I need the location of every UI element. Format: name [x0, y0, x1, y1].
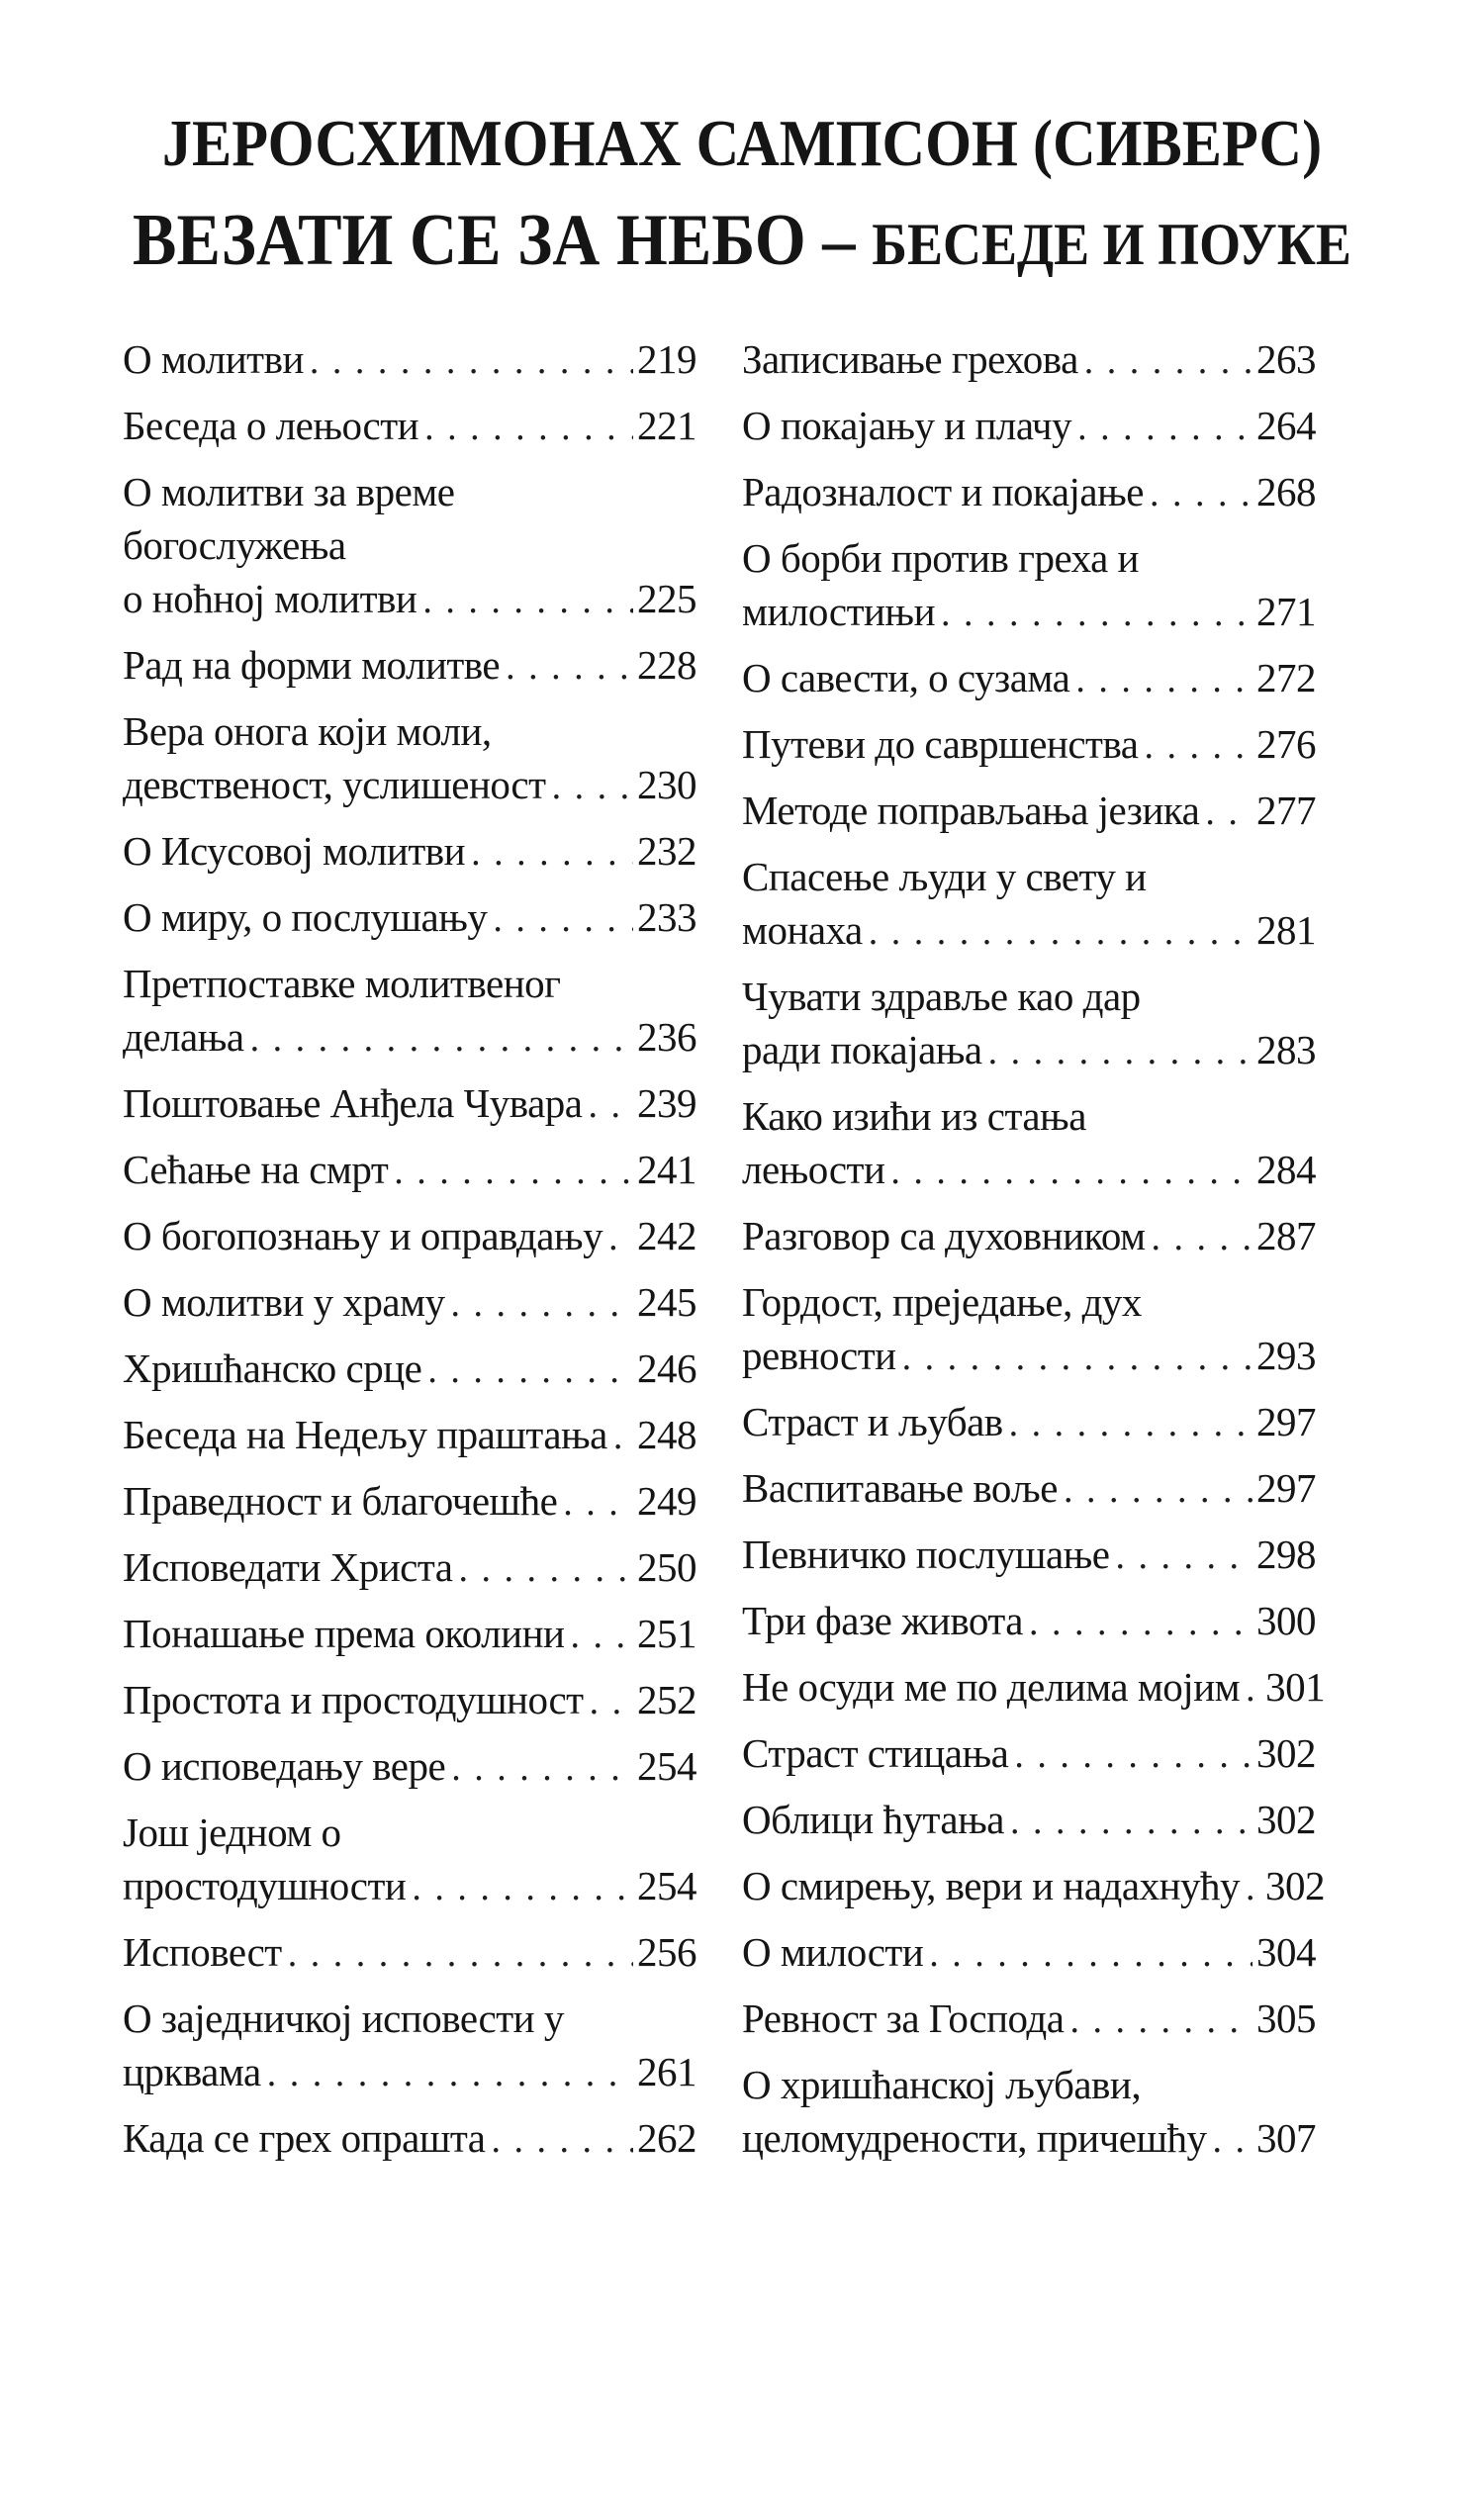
toc-entry-title: Понашање према околини — [123, 1611, 565, 1656]
toc-page — [0, 107, 1484, 2506]
leader-dots — [869, 903, 1252, 959]
toc-page-number: 281 — [1256, 907, 1316, 953]
toc-entry-line — [742, 1925, 1316, 1981]
toc-page-number: 254 — [637, 1863, 696, 1908]
toc-entry-title: О миру, о послушању — [123, 894, 488, 940]
toc-page-number: 283 — [1256, 1027, 1316, 1072]
leader-dots — [1077, 399, 1252, 454]
toc-entry-line — [123, 2045, 696, 2100]
toc-entry-line — [742, 1329, 1316, 1384]
toc-page-number: 268 — [1256, 469, 1316, 514]
toc-entry — [123, 890, 696, 946]
toc-entry-line — [123, 1806, 696, 1859]
toc-entry — [742, 1859, 1326, 1914]
toc-page-number: 297 — [1256, 1465, 1316, 1511]
toc-entry — [742, 2058, 1316, 2167]
leader-dots — [588, 1076, 633, 1132]
toc-entry-line — [123, 1076, 696, 1132]
toc-entry-line — [123, 1010, 696, 1066]
toc-entry-line — [742, 1528, 1316, 1583]
toc-entry-title: Гордост, преједање, дух — [742, 1279, 1142, 1325]
toc-page-number: 242 — [637, 1213, 696, 1258]
toc-page-number: 287 — [1256, 1213, 1316, 1258]
toc-page-number: 248 — [637, 1412, 696, 1457]
leader-dots — [1029, 1594, 1252, 1649]
leader-dots — [471, 824, 633, 880]
toc-page-number: 233 — [637, 894, 696, 940]
toc-page-number: 307 — [1256, 2115, 1316, 2161]
leader-dots — [1205, 784, 1252, 839]
toc-entry-title: О молитви — [123, 336, 304, 382]
toc-entry-title: о ноћној молитви — [123, 576, 417, 621]
toc-entry-title: О борби против греха и — [742, 535, 1139, 581]
toc-page-number: 250 — [637, 1544, 696, 1590]
leader-dots — [941, 585, 1252, 640]
toc-entry — [742, 399, 1316, 454]
toc-entry-line — [742, 784, 1316, 839]
toc-entry — [742, 1594, 1316, 1649]
toc-entry-title: простодушности — [123, 1863, 407, 1908]
toc-entry-line — [742, 1209, 1316, 1264]
toc-entry — [123, 1992, 696, 2100]
toc-entry-line — [123, 704, 696, 758]
toc-page-number: 239 — [637, 1080, 696, 1126]
toc-entry — [123, 2111, 696, 2167]
toc-entry-line — [123, 1474, 696, 1530]
toc-page-number: 284 — [1256, 1147, 1316, 1192]
toc-entry — [123, 465, 696, 627]
toc-entry-title: Страст стицања — [742, 1730, 1009, 1776]
toc-entry-title: Ревност за Господа — [742, 1996, 1065, 2041]
toc-page-number: 304 — [1256, 1929, 1316, 1975]
leader-dots — [506, 638, 633, 694]
toc-entry — [742, 1793, 1316, 1848]
toc-entry — [742, 651, 1316, 706]
leader-dots — [570, 1607, 633, 1662]
leader-dots — [902, 1329, 1252, 1384]
toc-entry — [123, 1076, 696, 1132]
toc-entry-title: Певничко послушање — [742, 1531, 1110, 1577]
toc-entry — [742, 717, 1316, 773]
toc-entry — [742, 1726, 1316, 1782]
toc-page-number: 261 — [637, 2049, 696, 2094]
toc-page-number: 276 — [1256, 721, 1316, 767]
leader-dots — [459, 1540, 634, 1596]
toc-entry — [123, 1342, 696, 1397]
leader-dots — [1075, 651, 1252, 706]
toc-columns — [123, 332, 1484, 2178]
toc-entry — [123, 1607, 696, 1662]
toc-entry-title: О Исусовој молитви — [123, 828, 466, 874]
toc-page-number: 297 — [1256, 1399, 1316, 1444]
toc-page-number: 264 — [1256, 403, 1316, 448]
toc-entry — [742, 1925, 1316, 1981]
toc-entry — [123, 1739, 696, 1795]
toc-entry-title: Беседа о лењости — [123, 403, 419, 448]
toc-entry-line — [123, 399, 696, 454]
toc-entry-title: Исповедати Христа — [123, 1544, 453, 1590]
leader-dots — [412, 1859, 633, 1914]
leader-dots — [1150, 465, 1252, 520]
toc-entry-line — [742, 585, 1316, 640]
toc-entry-title: Три фазе живота — [742, 1598, 1024, 1643]
toc-entry-line — [742, 2111, 1316, 2167]
toc-entry-line — [742, 1461, 1316, 1517]
toc-entry-line — [742, 1089, 1316, 1143]
toc-entry — [742, 784, 1316, 839]
toc-page-number: 262 — [637, 2115, 696, 2161]
toc-entry-line — [123, 1209, 696, 1264]
toc-entry — [123, 1806, 696, 1914]
toc-entry-line — [123, 1607, 696, 1662]
leader-dots — [424, 399, 633, 454]
toc-entry — [742, 1660, 1326, 1716]
toc-entry — [742, 531, 1316, 640]
toc-page-number: 298 — [1256, 1531, 1316, 1577]
toc-entry-title: Још једном о — [123, 1810, 341, 1855]
toc-entry — [123, 1925, 696, 1981]
leader-dots — [492, 2111, 633, 2167]
toc-entry — [123, 1673, 696, 1728]
toc-entry-line — [123, 1739, 696, 1795]
book-title-line-2-subtitle: БЕСЕДЕ И ПОУКЕ — [872, 212, 1351, 277]
toc-entry-title: лењости — [742, 1147, 885, 1192]
leader-dots — [988, 1023, 1252, 1078]
toc-entry-line — [742, 1275, 1316, 1329]
leader-dots — [493, 890, 633, 946]
toc-page-number: 241 — [637, 1147, 696, 1192]
toc-entry-title: Записивање грехова — [742, 336, 1078, 382]
toc-entry-line — [123, 1143, 696, 1198]
toc-entry-title: богослужења — [123, 522, 346, 568]
toc-entry-title: О молитви у храму — [123, 1279, 445, 1325]
toc-page-number: 246 — [637, 1346, 696, 1391]
leader-dots — [563, 1474, 633, 1530]
toc-entry — [742, 1275, 1316, 1384]
toc-entry-title: Како изићи из стања — [742, 1093, 1086, 1139]
book-title — [0, 107, 1484, 281]
leader-dots — [451, 1275, 633, 1331]
toc-entry-title: Методе поправљања језика — [742, 788, 1200, 833]
toc-page-number: 293 — [1256, 1333, 1316, 1378]
toc-page-number: 232 — [637, 828, 696, 874]
toc-page-number: 301 — [1265, 1664, 1326, 1710]
leader-dots — [1084, 332, 1252, 388]
toc-entry-title: девственост, услишеност — [123, 762, 546, 807]
toc-entry-line — [742, 1726, 1316, 1782]
toc-entry-title: О исповедању вере — [123, 1743, 446, 1789]
leader-dots — [1246, 1859, 1261, 1914]
toc-entry — [742, 1209, 1316, 1264]
toc-entry-title: Сећање на смрт — [123, 1147, 389, 1192]
toc-entry — [123, 1474, 696, 1530]
toc-entry-title: О смирењу, вери и надахнућу — [742, 1863, 1241, 1908]
toc-entry — [123, 824, 696, 880]
toc-entry-line — [742, 970, 1316, 1023]
toc-entry-title: Претпоставке молитвеног — [123, 961, 561, 1006]
leader-dots — [613, 1408, 633, 1463]
toc-page-number: 272 — [1256, 655, 1316, 700]
leader-dots — [267, 2045, 633, 2100]
toc-entry-line — [123, 1673, 696, 1728]
toc-entry-title: целомудрености, причешћу — [742, 2115, 1207, 2161]
toc-page-number: 271 — [1256, 589, 1316, 634]
toc-entry-line — [742, 1660, 1326, 1716]
toc-entry — [123, 332, 696, 388]
toc-entry-line — [123, 890, 696, 946]
leader-dots — [394, 1143, 633, 1198]
leader-dots — [1144, 717, 1252, 773]
toc-page-number: 251 — [637, 1611, 696, 1656]
toc-entry-title: монаха — [742, 907, 863, 953]
toc-page-number: 302 — [1265, 1863, 1326, 1908]
toc-page-number: 230 — [637, 762, 696, 807]
toc-entry-title: Исповест — [123, 1929, 282, 1975]
toc-entry-line — [123, 465, 696, 518]
toc-page-number: 277 — [1256, 788, 1316, 833]
toc-entry — [123, 399, 696, 454]
toc-entry-title: Чувати здравље као дар — [742, 974, 1141, 1019]
toc-entry-title: О савести, о сузама — [742, 655, 1070, 700]
leader-dots — [1010, 1793, 1252, 1848]
toc-entry-line — [123, 824, 696, 880]
toc-entry-title: ради покајања — [742, 1027, 982, 1072]
toc-entry — [742, 465, 1316, 520]
toc-entry-line — [123, 1925, 696, 1981]
toc-entry-line — [742, 1859, 1326, 1914]
toc-entry-line — [123, 1342, 696, 1397]
leader-dots — [1152, 1209, 1252, 1264]
toc-entry-title: Страст и љубав — [742, 1399, 1003, 1444]
toc-page-number: 219 — [637, 336, 696, 382]
toc-entry — [123, 1540, 696, 1596]
leader-dots — [890, 1143, 1252, 1198]
toc-entry-title: О заједничкој исповести у — [123, 1996, 564, 2041]
toc-page-number: 249 — [637, 1478, 696, 1524]
toc-entry-title: Праведност и благочешће — [123, 1478, 558, 1524]
leader-dots — [310, 332, 633, 388]
toc-entry — [123, 1209, 696, 1264]
toc-entry-line — [123, 1275, 696, 1331]
toc-entry-line — [742, 651, 1316, 706]
leader-dots — [1009, 1395, 1252, 1450]
toc-entry — [742, 332, 1316, 388]
leader-dots — [1014, 1726, 1252, 1782]
toc-entry-line — [123, 518, 696, 572]
toc-entry-line — [123, 957, 696, 1010]
toc-entry — [123, 1408, 696, 1463]
toc-entry-title: О молитви за време — [123, 469, 455, 514]
toc-entry-title: Радозналост и покајање — [742, 469, 1144, 514]
toc-entry-line — [742, 465, 1316, 520]
leader-dots — [929, 1925, 1252, 1981]
toc-entry-title: Хришћанско срце — [123, 1346, 422, 1391]
toc-page-number: 302 — [1256, 1797, 1316, 1842]
toc-entry-line — [742, 531, 1316, 585]
toc-entry-line — [742, 903, 1316, 959]
toc-entry-line — [742, 1023, 1316, 1078]
leader-dots — [250, 1010, 633, 1066]
toc-entry-line — [123, 758, 696, 813]
toc-entry-line — [123, 572, 696, 627]
toc-entry-line — [123, 2111, 696, 2167]
toc-entry-title: Простота и простодушност — [123, 1677, 584, 1722]
toc-entry — [742, 970, 1316, 1078]
toc-entry-title: милостињи — [742, 589, 936, 634]
toc-entry-title: Када се грех опрашта — [123, 2115, 486, 2161]
toc-page-number: 263 — [1256, 336, 1316, 382]
leader-dots — [1069, 1992, 1252, 2047]
toc-page-number: 256 — [637, 1929, 696, 1975]
toc-entry-title: Вера онога који моли, — [123, 708, 492, 754]
toc-entry-title: Не осуди ме по делима мојим — [742, 1664, 1241, 1710]
toc-entry — [123, 957, 696, 1066]
toc-entry-title: О хришћанској љубави, — [742, 2062, 1142, 2107]
leader-dots — [1116, 1528, 1253, 1583]
toc-entry-title: Рад на форми молитве — [123, 642, 501, 688]
book-title-line-2-main: ВЕЗАТИ СЕ ЗА НЕБО – — [133, 200, 873, 281]
toc-entry-title: Облици ћутања — [742, 1797, 1004, 1842]
leader-dots — [422, 572, 633, 627]
toc-entry — [742, 1992, 1316, 2047]
toc-page-number: 302 — [1256, 1730, 1316, 1776]
toc-entry — [123, 704, 696, 813]
toc-entry-title: Поштовање Анђела Чувара — [123, 1080, 583, 1126]
toc-entry-line — [742, 1992, 1316, 2047]
toc-entry — [742, 1089, 1316, 1198]
toc-page-number: 236 — [637, 1014, 696, 1060]
leader-dots — [1064, 1461, 1252, 1517]
toc-entry-title: Путеви до савршенства — [742, 721, 1139, 767]
toc-entry — [742, 850, 1316, 959]
toc-entry-title: О милости — [742, 1929, 924, 1975]
toc-left-column — [123, 332, 696, 2178]
leader-dots — [427, 1342, 633, 1397]
toc-entry — [742, 1528, 1316, 1583]
toc-entry — [742, 1461, 1316, 1517]
toc-entry-line — [123, 1859, 696, 1914]
toc-page-number: 305 — [1256, 1996, 1316, 2041]
leader-dots — [451, 1739, 633, 1795]
toc-entry-line — [742, 1395, 1316, 1450]
toc-entry-title: Спасење људи у свету и — [742, 854, 1147, 899]
leader-dots — [608, 1209, 633, 1264]
toc-entry-title: О богопознању и оправдању — [123, 1213, 603, 1258]
toc-entry-line — [123, 332, 696, 388]
toc-entry-line — [742, 1594, 1316, 1649]
toc-entry-title: Васпитавање воље — [742, 1465, 1058, 1511]
toc-entry-line — [742, 332, 1316, 388]
toc-page-number: 245 — [637, 1279, 696, 1325]
leader-dots — [288, 1925, 633, 1981]
toc-entry — [123, 638, 696, 694]
toc-entry — [123, 1275, 696, 1331]
toc-page-number: 252 — [637, 1677, 696, 1722]
toc-entry-title: Беседа на Недељу праштања — [123, 1412, 607, 1457]
toc-entry-title: делања — [123, 1014, 244, 1060]
toc-page-number: 300 — [1256, 1598, 1316, 1643]
toc-entry-line — [742, 2058, 1316, 2111]
toc-page-number: 225 — [637, 576, 696, 621]
toc-entry-line — [123, 1540, 696, 1596]
toc-entry-line — [742, 1143, 1316, 1198]
toc-entry-line — [742, 717, 1316, 773]
toc-entry-line — [123, 638, 696, 694]
toc-entry — [123, 1143, 696, 1198]
toc-right-column — [742, 332, 1326, 2178]
toc-page-number: 228 — [637, 642, 696, 688]
toc-entry-title: Разговор са духовником — [742, 1213, 1146, 1258]
toc-entry-line — [742, 1793, 1316, 1848]
toc-entry-line — [742, 399, 1316, 454]
leader-dots — [552, 758, 633, 813]
toc-entry-title: црквама — [123, 2049, 261, 2094]
toc-page-number: 254 — [637, 1743, 696, 1789]
leader-dots — [590, 1673, 633, 1728]
toc-page-number: 221 — [637, 403, 696, 448]
toc-entry-line — [123, 1408, 696, 1463]
toc-entry-line — [742, 850, 1316, 903]
toc-entry-line — [123, 1992, 696, 2045]
toc-entry — [742, 1395, 1316, 1450]
book-title-line-2 — [74, 200, 1410, 281]
leader-dots — [1213, 2111, 1252, 2167]
toc-entry-title: О покајању и плачу — [742, 403, 1072, 448]
book-title-line-1: ЈЕРОСХИМОНАХ САМПСОН (СИВЕРС) — [161, 107, 1323, 180]
leader-dots — [1246, 1660, 1261, 1716]
toc-entry-title: ревности — [742, 1333, 896, 1378]
